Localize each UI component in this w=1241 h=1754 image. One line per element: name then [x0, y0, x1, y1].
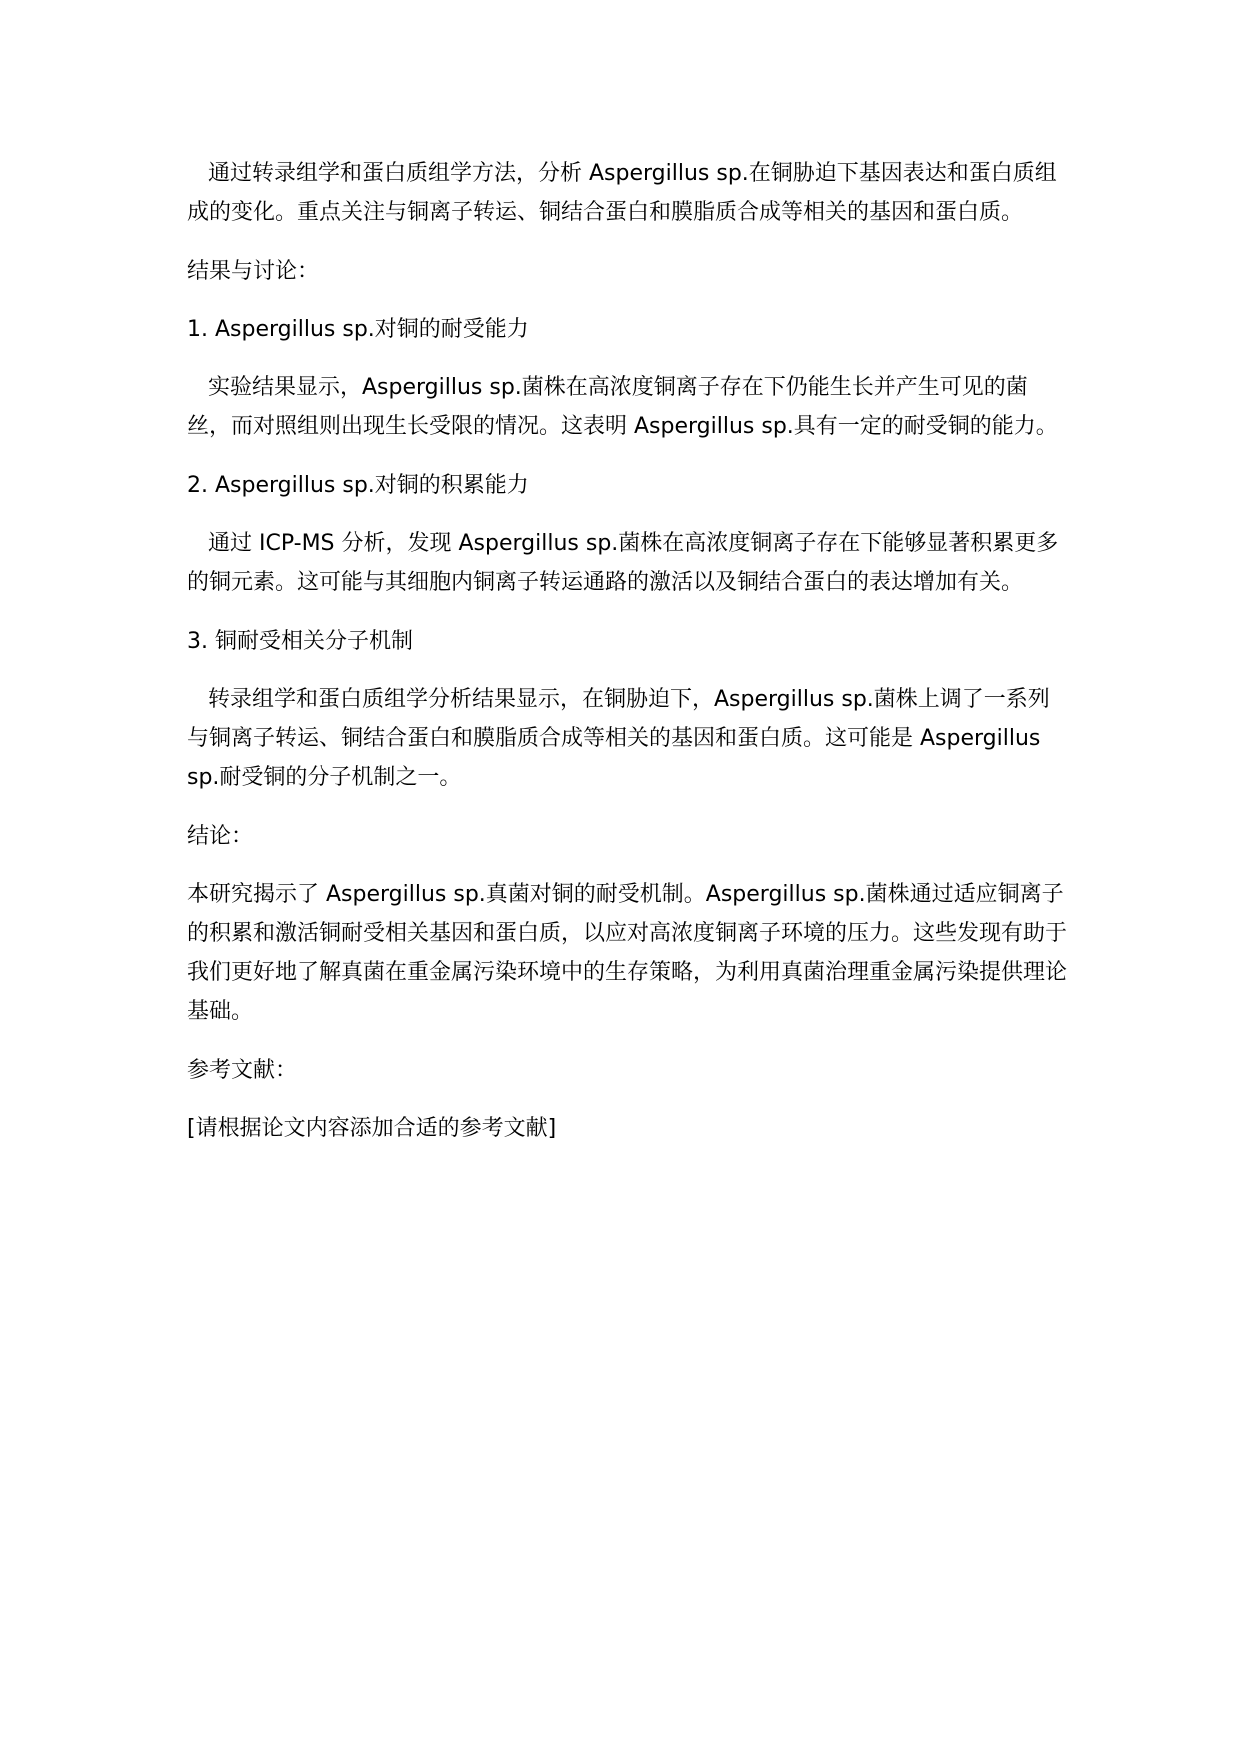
references-placeholder: [请根据论文内容添加合适的参考文献]: [187, 1116, 557, 1141]
conclusion-heading: 结论：: [187, 824, 254, 849]
section2-paragraph: 通过 ICP-MS 分析，发现 Aspergillus sp.菌株在高浓度铜离子存在下能够显著积累更多的铜元素。这可能与其细胞内铜离子转运通路的激活以及铜结合蛋白的表达增加有关。: [187, 531, 1059, 595]
section3-paragraph: 转录组学和蛋白质组学分析结果显示，在铜胁迫下，Aspergillus sp.菌株上调了一系列与铜离子转运、铜结合蛋白和膜脂质合成等相关的基因和蛋白质。这可能是 Aspergillus sp.耐受铜的分子机制之一。: [187, 687, 1050, 790]
methods-paragraph: 通过转录组学和蛋白质组学方法，分析 Aspergillus sp.在铜胁迫下基因表达和蛋白质组成的变化。重点关注与铜离子转运、铜结合蛋白和膜脂质合成等相关的基因和蛋白质。: [187, 161, 1057, 225]
section1-paragraph: 实验结果显示，Aspergillus sp.菌株在高浓度铜离子存在下仍能生长并产生可见的菌丝，而对照组则出现生长受限的情况。这表明 Aspergillus sp.具有一定的耐受铜的能力。: [187, 375, 1058, 439]
section3-heading: 3. 铜耐受相关分子机制: [187, 629, 413, 654]
section1-heading: 1. Aspergillus sp.对铜的耐受能力: [187, 317, 529, 342]
section2-heading: 2. Aspergillus sp.对铜的积累能力: [187, 473, 529, 498]
results-heading: 结果与讨论：: [187, 259, 320, 284]
conclusion-paragraph: 本研究揭示了 Aspergillus sp.真菌对铜的耐受机制。Aspergillus sp.菌株通过适应铜离子的积累和激活铜耐受相关基因和蛋白质，以应对高浓度铜离子环境的压力。这些发现有助于我们更好地了解真菌在重金属污染环境中的生存策略，为利用真菌治理重金属污染提供理论基础。: [187, 882, 1068, 1024]
references-heading: 参考文献：: [187, 1058, 298, 1083]
document-body: [187, 154, 1067, 1148]
